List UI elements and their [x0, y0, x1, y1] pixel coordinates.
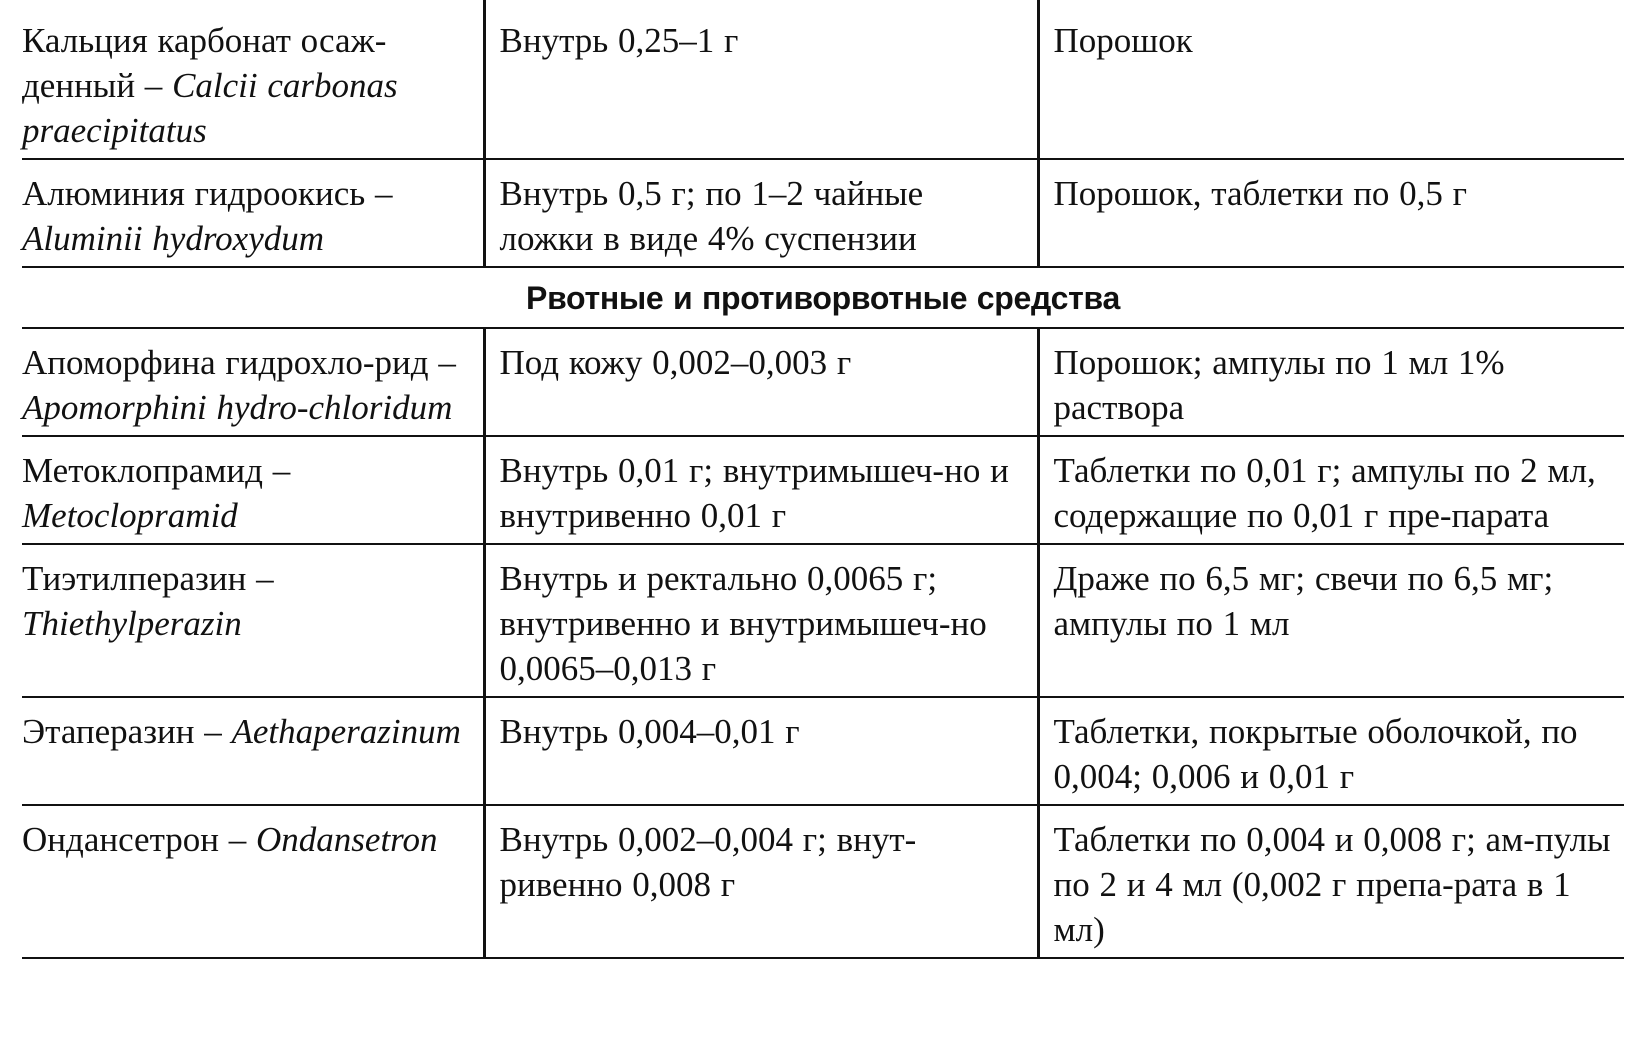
table-row [22, 328, 1624, 436]
dose-cell: Внутрь 0,5 г; по 1–2 чайные ложки в виде 4% суспензии [484, 159, 1038, 267]
form-cell: Порошок; ампулы по 1 мл 1% раствора [1038, 328, 1624, 436]
drug-name-latin: Calcii carbonas praecipitatus [22, 66, 398, 150]
drug-name-ru: Алюминия гидроокись – [22, 174, 393, 213]
drug-name-latin: Thiethylperazin [22, 604, 242, 643]
drug-name-ru: Апоморфина гидрохло-рид – [22, 343, 456, 382]
form-cell: Драже по 6,5 мг; свечи по 6,5 мг; ампулы по 1 мл [1038, 544, 1624, 697]
table-row [22, 805, 1624, 958]
drug-name-cell [22, 697, 484, 805]
section-header-row [22, 267, 1624, 328]
drug-name-ru: Тиэтилперазин – [22, 559, 274, 598]
dose-cell: Внутрь 0,002–0,004 г; внут-ривенно 0,008 г [484, 805, 1038, 958]
drug-name-cell [22, 544, 484, 697]
dose-cell: Внутрь 0,004–0,01 г [484, 697, 1038, 805]
drug-name-latin: Aethaperazinum [231, 712, 461, 751]
table-row [22, 0, 1624, 159]
form-cell: Таблетки по 0,01 г; ампулы по 2 мл, содержащие по 0,01 г пре-парата [1038, 436, 1624, 544]
form-cell: Таблетки, покрытые оболочкой, по 0,004; 0,006 и 0,01 г [1038, 697, 1624, 805]
drug-name-ru: Метоклопрамид – [22, 451, 291, 490]
table-row [22, 544, 1624, 697]
drug-name-cell [22, 805, 484, 958]
form-cell: Таблетки по 0,004 и 0,008 г; ам-пулы по 2 и 4 мл (0,002 г препа-рата в 1 мл) [1038, 805, 1624, 958]
drug-name-cell [22, 436, 484, 544]
drug-name-latin: Ondansetron [256, 820, 438, 859]
drug-name-cell [22, 0, 484, 159]
table-row [22, 436, 1624, 544]
table-row [22, 697, 1624, 805]
dose-cell: Под кожу 0,002–0,003 г [484, 328, 1038, 436]
drug-name-ru: Кальция карбонат осаж-денный – [22, 21, 387, 105]
form-cell: Порошок, таблетки по 0,5 г [1038, 159, 1624, 267]
drug-name-latin: Apomorphini hydro-chloridum [22, 388, 453, 427]
drug-table [22, 0, 1624, 959]
dose-cell: Внутрь 0,25–1 г [484, 0, 1038, 159]
drug-name-ru: Этаперазин – [22, 712, 222, 751]
dose-cell: Внутрь 0,01 г; внутримышеч-но и внутривенно 0,01 г [484, 436, 1038, 544]
form-cell: Порошок [1038, 0, 1624, 159]
table-row [22, 159, 1624, 267]
dose-cell: Внутрь и ректально 0,0065 г; внутривенно и внутримышеч-но 0,0065–0,013 г [484, 544, 1038, 697]
drug-name-latin: Metoclopramid [22, 496, 238, 535]
drug-name-cell [22, 159, 484, 267]
drug-name-ru: Ондансетрон – [22, 820, 247, 859]
section-title: Рвотные и противорвотные средства [22, 267, 1624, 328]
drug-name-cell [22, 328, 484, 436]
drug-name-latin: Aluminii hydroxydum [22, 219, 325, 258]
